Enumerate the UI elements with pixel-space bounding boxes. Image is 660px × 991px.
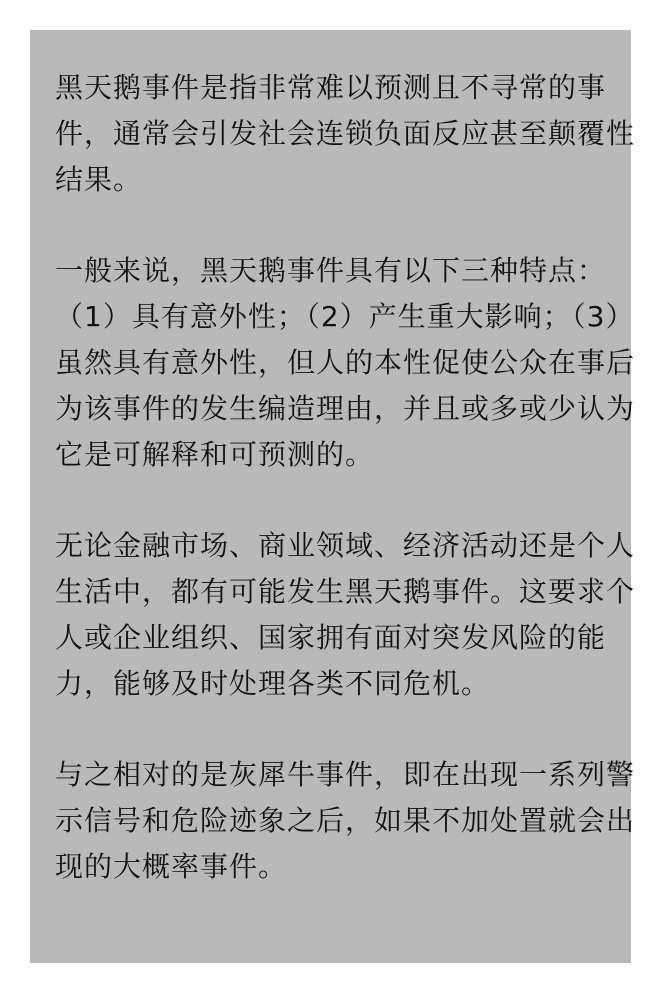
text-line: 虽然具有意外性，但人的本性促使公众在事后: [55, 346, 636, 379]
text-line: 现的大概率事件。: [55, 850, 288, 883]
text-line: 黑天鹅事件是指非常难以预测且不寻常的事: [55, 71, 607, 104]
text-line: 结果。: [55, 163, 143, 196]
text-line: 力，能够及时处理各类不同危机。: [55, 667, 491, 700]
paragraph-gray-rhino: [55, 752, 636, 890]
text-line: 示信号和危险迹象之后，如果不加处置就会出: [55, 804, 636, 837]
text-line: 人或企业组织、国家拥有面对突发风险的能: [55, 621, 607, 654]
text-line: 为该事件的发生编造理由，并且或多或少认为: [55, 392, 636, 425]
paragraph-black-swan-scope: [55, 523, 636, 707]
text-line: 无论金融市场、商业领域、经济活动还是个人: [55, 529, 636, 562]
paragraph-black-swan-definition: [55, 65, 636, 203]
text-panel: [30, 30, 636, 963]
text-line: 与之相对的是灰犀牛事件，即在出现一系列警: [55, 758, 636, 791]
text-line: （1）具有意外性；（2）产生重大影响；（3）: [55, 300, 635, 333]
text-line: 一般来说，黑天鹅事件具有以下三种特点：: [55, 254, 607, 287]
text-line: 生活中，都有可能发生黑天鹅事件。这要求个: [55, 575, 636, 608]
paragraph-black-swan-characteristics: [55, 248, 636, 478]
text-line: 件，通常会引发社会连锁负面反应甚至颠覆性: [55, 117, 636, 150]
text-line: 它是可解释和可预测的。: [55, 438, 375, 471]
